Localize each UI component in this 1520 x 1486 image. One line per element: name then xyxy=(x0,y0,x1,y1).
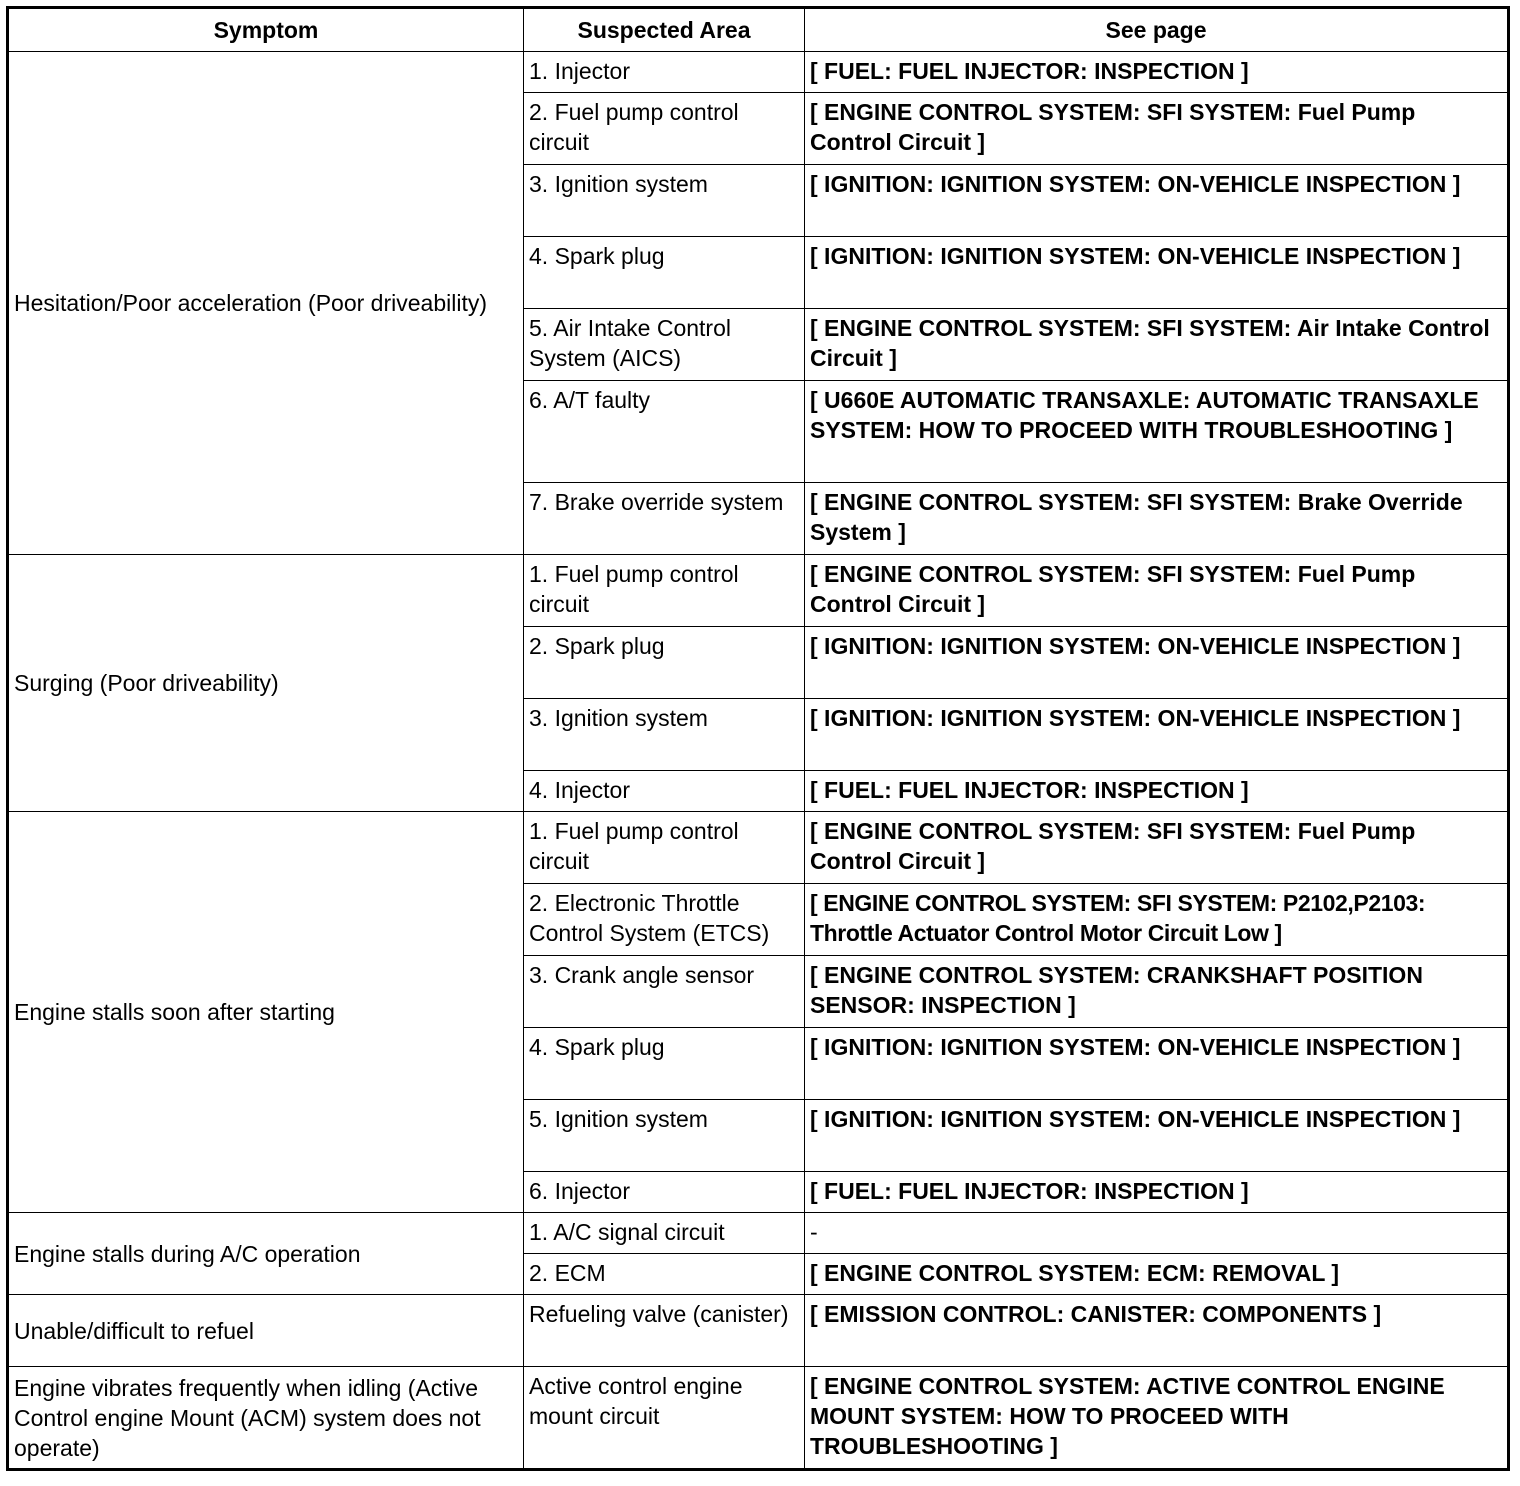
symptom-cell: Unable/difficult to refuel xyxy=(8,1295,524,1367)
symptom-cell: Hesitation/Poor acceleration (Poor driveability) xyxy=(8,52,524,555)
suspected-area-cell: 4. Spark plug xyxy=(524,1028,805,1100)
suspected-area-cell: 3. Ignition system xyxy=(524,165,805,237)
see-page-cell: [ ENGINE CONTROL SYSTEM: ECM: REMOVAL ] xyxy=(805,1254,1509,1295)
see-page-cell: [ FUEL: FUEL INJECTOR: INSPECTION ] xyxy=(805,771,1509,812)
suspected-area-cell: 1. Fuel pump control circuit xyxy=(524,812,805,884)
suspected-area-cell: 4. Spark plug xyxy=(524,237,805,309)
see-page-cell: [ IGNITION: IGNITION SYSTEM: ON-VEHICLE INSPECTION ] xyxy=(805,237,1509,309)
suspected-area-cell: 2. Fuel pump control circuit xyxy=(524,93,805,165)
see-page-cell: [ U660E AUTOMATIC TRANSAXLE: AUTOMATIC TRANSAXLE SYSTEM: HOW TO PROCEED WITH TROUBLESHOOTING ] xyxy=(805,381,1509,483)
see-page-cell: [ ENGINE CONTROL SYSTEM: ACTIVE CONTROL ENGINE MOUNT SYSTEM: HOW TO PROCEED WITH TROUBLESHOOTING ] xyxy=(805,1367,1509,1470)
see-page-cell: [ IGNITION: IGNITION SYSTEM: ON-VEHICLE INSPECTION ] xyxy=(805,627,1509,699)
see-page-cell: [ IGNITION: IGNITION SYSTEM: ON-VEHICLE INSPECTION ] xyxy=(805,1100,1509,1172)
suspected-area-cell: 3. Ignition system xyxy=(524,699,805,771)
table-row xyxy=(8,1213,1509,1254)
symptom-cell: Surging (Poor driveability) xyxy=(8,555,524,812)
see-page-cell: [ FUEL: FUEL INJECTOR: INSPECTION ] xyxy=(805,1172,1509,1213)
see-page-cell: [ ENGINE CONTROL SYSTEM: SFI SYSTEM: Air Intake Control Circuit ] xyxy=(805,309,1509,381)
see-page-cell: [ ENGINE CONTROL SYSTEM: SFI SYSTEM: Fuel Pump Control Circuit ] xyxy=(805,812,1509,884)
table-row xyxy=(8,1367,1509,1470)
suspected-area-cell: 6. Injector xyxy=(524,1172,805,1213)
see-page-cell: [ ENGINE CONTROL SYSTEM: SFI SYSTEM: Fuel Pump Control Circuit ] xyxy=(805,555,1509,627)
header-suspected-area: Suspected Area xyxy=(524,8,805,52)
suspected-area-cell: 3. Crank angle sensor xyxy=(524,956,805,1028)
suspected-area-cell: 5. Air Intake Control System (AICS) xyxy=(524,309,805,381)
suspected-area-cell: 1. Injector xyxy=(524,52,805,93)
suspected-area-cell: Refueling valve (canister) xyxy=(524,1295,805,1367)
see-page-cell: [ IGNITION: IGNITION SYSTEM: ON-VEHICLE INSPECTION ] xyxy=(805,165,1509,237)
suspected-area-cell: 2. Electronic Throttle Control System (ETCS) xyxy=(524,884,805,956)
suspected-area-cell: 4. Injector xyxy=(524,771,805,812)
suspected-area-cell: 2. ECM xyxy=(524,1254,805,1295)
symptom-cell: Engine stalls soon after starting xyxy=(8,812,524,1213)
see-page-cell: - xyxy=(805,1213,1509,1254)
header-row xyxy=(8,8,1509,52)
table-row xyxy=(8,52,1509,93)
see-page-cell: [ ENGINE CONTROL SYSTEM: SFI SYSTEM: P2102,P2103: Throttle Actuator Control Motor Circuit Low ] xyxy=(805,884,1509,956)
see-page-cell: [ ENGINE CONTROL SYSTEM: CRANKSHAFT POSITION SENSOR: INSPECTION ] xyxy=(805,956,1509,1028)
see-page-cell: [ ENGINE CONTROL SYSTEM: SFI SYSTEM: Brake Override System ] xyxy=(805,483,1509,555)
header-symptom: Symptom xyxy=(8,8,524,52)
suspected-area-cell: 5. Ignition system xyxy=(524,1100,805,1172)
see-page-cell: [ EMISSION CONTROL: CANISTER: COMPONENTS ] xyxy=(805,1295,1509,1367)
symptom-cell: Engine stalls during A/C operation xyxy=(8,1213,524,1295)
header-see-page: See page xyxy=(805,8,1509,52)
symptom-cell: Engine vibrates frequently when idling (Active Control engine Mount (ACM) system does not operate) xyxy=(8,1367,524,1470)
see-page-cell: [ IGNITION: IGNITION SYSTEM: ON-VEHICLE INSPECTION ] xyxy=(805,1028,1509,1100)
table-row xyxy=(8,812,1509,884)
suspected-area-cell: 2. Spark plug xyxy=(524,627,805,699)
see-page-cell: [ FUEL: FUEL INJECTOR: INSPECTION ] xyxy=(805,52,1509,93)
suspected-area-cell: 7. Brake override system xyxy=(524,483,805,555)
table-row xyxy=(8,1295,1509,1367)
see-page-cell: [ ENGINE CONTROL SYSTEM: SFI SYSTEM: Fuel Pump Control Circuit ] xyxy=(805,93,1509,165)
suspected-area-cell: 6. A/T faulty xyxy=(524,381,805,483)
suspected-area-cell: 1. Fuel pump control circuit xyxy=(524,555,805,627)
see-page-cell: [ IGNITION: IGNITION SYSTEM: ON-VEHICLE INSPECTION ] xyxy=(805,699,1509,771)
suspected-area-cell: 1. A/C signal circuit xyxy=(524,1213,805,1254)
troubleshooting-table xyxy=(6,6,1510,1471)
suspected-area-cell: Active control engine mount circuit xyxy=(524,1367,805,1470)
table-row xyxy=(8,555,1509,627)
